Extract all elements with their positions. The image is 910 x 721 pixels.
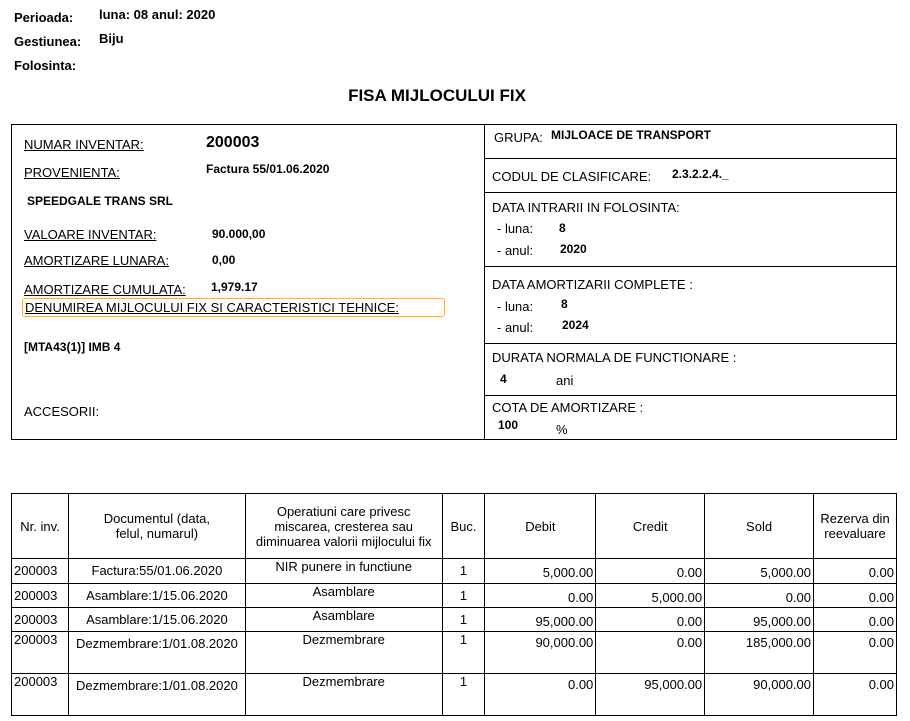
gestiunea-label: Gestiunea: [14,34,82,49]
table-header-row [12,494,897,559]
cell-buc: 1 [442,559,485,584]
cell-operatiune: Asamblare [245,608,442,632]
cell-debit: 95,000.00 [485,608,596,632]
cell-credit: 0.00 [596,559,705,584]
header-rezerva: Rezerva din reevaluare [814,494,897,559]
denumire-value: [MTA43(1)] IMB 4 [24,340,121,354]
header-operatiuni: Operatiuni care privesc miscarea, cresterea sau diminuarea valorii mijlocului fix [245,494,442,559]
cell-buc: 1 [442,632,485,674]
cell-sold: 90,000.00 [705,674,814,716]
table-row [12,608,897,632]
grupa-label: GRUPA: [494,130,543,145]
data-intrarii-luna-value: 8 [559,221,566,235]
table-row [12,674,897,716]
cell-rezerva: 0.00 [814,632,897,674]
denumire-label: DENUMIREA MIJLOCULUI FIX SI CARACTERISTICI TEHNICE: [22,298,445,317]
cell-buc: 1 [442,584,485,608]
cell-nr-inv: 200003 [12,674,69,716]
cota-label: COTA DE AMORTIZARE : [492,400,644,415]
cell-sold: 0.00 [705,584,814,608]
cell-rezerva: 0.00 [814,608,897,632]
numar-inventar-label: NUMAR INVENTAR: [24,137,144,152]
cell-nr-inv: 200003 [12,584,69,608]
cell-document: Asamblare:1/15.06.2020 [68,608,245,632]
gestiunea-value: Biju [99,31,124,46]
amortizare-cumulata-label: AMORTIZARE CUMULATA: [24,282,186,297]
data-amortizarii-luna-value: 8 [561,297,568,311]
cell-document: Factura:55/01.06.2020 [68,559,245,584]
perioada-value: luna: 08 anul: 2020 [99,7,216,22]
cell-debit: 0.00 [485,674,596,716]
cell-buc: 1 [442,608,485,632]
header-debit: Debit [485,494,596,559]
movements-table [11,493,897,716]
cell-credit: 95,000.00 [596,674,705,716]
data-intrarii-luna-label: - luna: [497,221,534,236]
provenienta-label: PROVENIENTA: [24,165,120,180]
cota-value: 100 [498,418,519,432]
cell-debit: 0.00 [485,584,596,608]
cell-credit: 0.00 [596,632,705,674]
header-credit: Credit [596,494,705,559]
grupa-value: MIJLOACE DE TRANSPORT [551,128,712,142]
header-sold: Sold [705,494,814,559]
cell-operatiune: Asamblare [245,584,442,608]
cell-nr-inv: 200003 [12,632,69,674]
cod-label: CODUL DE CLASIFICARE: [492,169,652,184]
cod-value: 2.3.2.2.4._ [672,167,729,181]
valoare-inventar-label: VALOARE INVENTAR: [24,227,157,242]
data-amortizarii-luna-label: - luna: [497,299,534,314]
data-amortizarii-anul-value: 2024 [562,318,589,332]
cota-unit: % [556,422,568,437]
durata-label: DURATA NORMALA DE FUNCTIONARE : [492,350,737,365]
cell-debit: 90,000.00 [485,632,596,674]
cell-rezerva: 0.00 [814,559,897,584]
table-row [12,584,897,608]
data-amortizarii-anul-label: - anul: [497,320,534,335]
data-intrarii-anul-value: 2020 [560,242,587,256]
accesorii-label: ACCESORII: [24,404,100,419]
cell-document: Dezmembrare:1/01.08.2020 [68,674,245,716]
durata-unit: ani [556,373,574,388]
page-title: FISA MIJLOCULUI FIX [348,86,526,105]
data-intrarii-anul-label: - anul: [497,243,534,258]
header-nr-inv: Nr. inv. [12,494,69,559]
cell-document: Asamblare:1/15.06.2020 [68,584,245,608]
cell-sold: 95,000.00 [705,608,814,632]
cell-rezerva: 0.00 [814,674,897,716]
table-row [12,632,897,674]
data-intrarii-label: DATA INTRARII IN FOLOSINTA: [492,200,680,215]
cell-credit: 5,000.00 [596,584,705,608]
info-divider [484,124,485,440]
folosinta-label: Folosinta: [14,58,77,73]
numar-inventar-value: 200003 [206,134,260,151]
cell-operatiune: NIR punere in functiune [245,559,442,584]
header-document: Documentul (data, felul, numarul) [68,494,245,559]
perioada-label: Perioada: [14,10,74,25]
table-row [12,559,897,584]
cell-debit: 5,000.00 [485,559,596,584]
cell-rezerva: 0.00 [814,584,897,608]
cell-nr-inv: 200003 [12,559,69,584]
durata-value: 4 [500,372,507,386]
provenienta-value: Factura 55/01.06.2020 [206,162,330,176]
cell-sold: 5,000.00 [705,559,814,584]
amortizare-lunara-label: AMORTIZARE LUNARA: [24,253,169,268]
cell-operatiune: Dezmembrare [245,632,442,674]
cell-operatiune: Dezmembrare [245,674,442,716]
cell-document: Dezmembrare:1/01.08.2020 [68,632,245,674]
cell-buc: 1 [442,674,485,716]
header-buc: Buc. [442,494,485,559]
data-amortizarii-label: DATA AMORTIZARII COMPLETE : [492,277,693,292]
amortizare-cumulata-value: 1,979.17 [211,280,258,294]
furnizor: SPEEDGALE TRANS SRL [27,194,174,208]
cell-nr-inv: 200003 [12,608,69,632]
amortizare-lunara-value: 0,00 [212,253,236,267]
cell-credit: 0.00 [596,608,705,632]
valoare-inventar-value: 90.000,00 [212,227,266,241]
cell-sold: 185,000.00 [705,632,814,674]
